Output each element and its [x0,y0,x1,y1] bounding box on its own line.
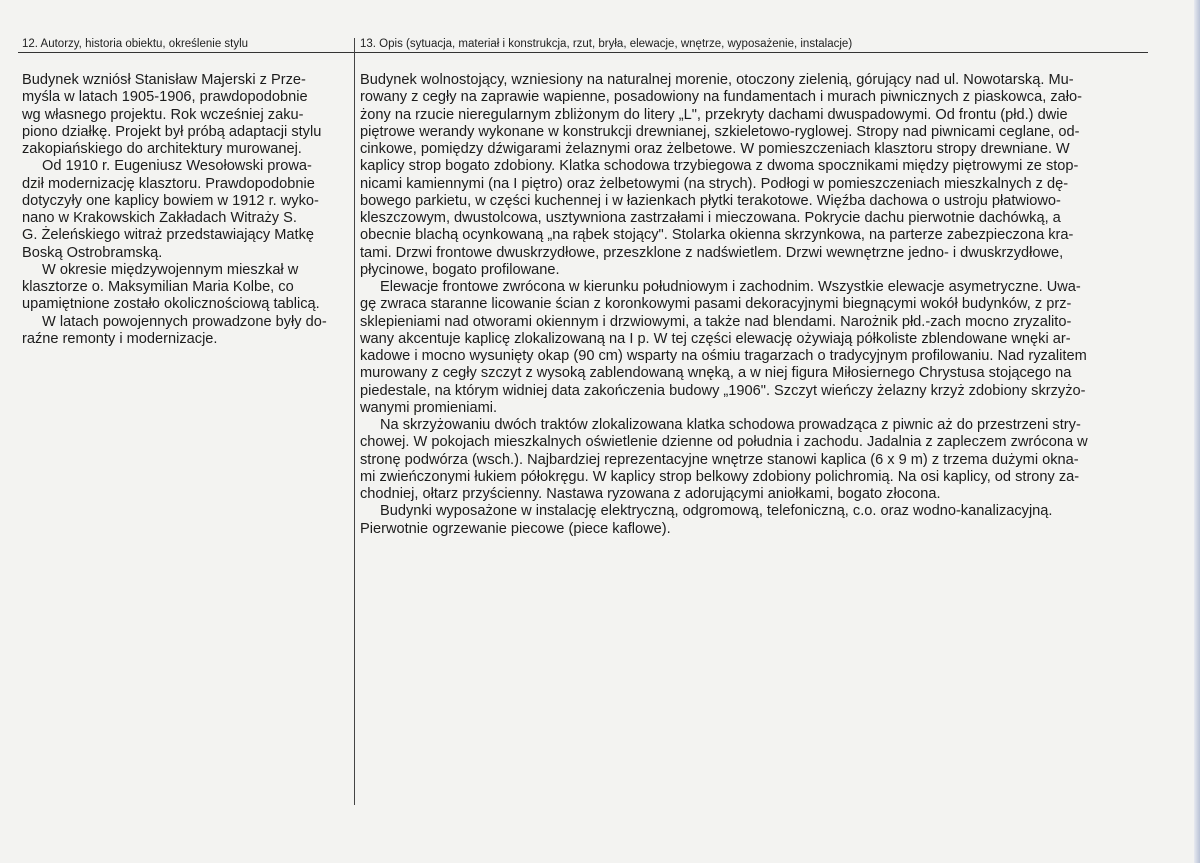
text-line: piedestale, na którym widniej data zakończenia budowy „1906". Szczyt wieńczy żelazny krzyż zdobiony skrzyżo- [360,382,1086,399]
text-line: dotyczyły one kaplicy bowiem w 1912 r. wyko- [22,192,319,209]
text-line: piętrowe werandy wykonane w konstrukcji drewnianej, szkieletowo-ryglowej. Stropy nad piwnicami ceglane, od- [360,123,1080,140]
text-line: G. Żeleńskiego witraż przedstawiający Matkę [22,227,314,244]
text-line: kadowe i mocno wysunięty okap (90 cm) wsparty na ośmiu tragarzach o tradycyjnym profilowaniu. Nad ryzalitem [360,348,1087,364]
text-line: Budynek wzniósł Stanisław Majerski z Prze- [22,72,306,88]
text-line: piono działkę. Projekt był próbą adaptacji stylu [22,123,322,140]
text-line: zakopiańskiego do architektury murowanej. [22,141,302,157]
text-line: nicami kamiennymi (na I piętro) oraz żelbetowymi (na strych). Podłogi w pomieszczeniach mieszkalnych z dę- [360,175,1069,192]
text-line: raźne remonty i modernizacje. [22,330,218,347]
text-line: gę zwraca staranne licowanie ścian z koronkowymi pasami dekoracyjnymi biegnącymi wokół budynków, z prz- [360,296,1072,313]
text-line: kaplicy strop bogato zdobiony. Klatka schodowa trzybiegowa z dwoma spocznikami między piętrowymi ze stop- [360,158,1079,175]
text-line: klasztorze o. Maksymilian Maria Kolbe, co [22,279,294,295]
text-line: chodniej, ołtarz przyścienny. Nastawa ryzowana z adorującymi aniołkami, bogato złocona. [360,486,941,502]
text-line: wg własnego projektu. Rok wcześniej zaku- [22,106,304,123]
text-line: kleszczowym, dwustolcowa, usztywniona zastrzałami i mieczowana. Pokrycie dachu pierwotnie dachówką, a [360,210,1061,226]
header-rule [18,52,1148,53]
text-line: bowego parkietu, w części kuchennej i w łazienkach płytki terakotowe. Więźba dachowa o ustroju płatwiowo- [360,192,1061,209]
text-line: Od 1910 r. Eugeniusz Wesołowski prowa- [42,158,312,175]
text-line: mi zwieńczonymi łukiem półokręgu. W kaplicy strop belkowy zdobiony polichromią. Na osi kaplicy, od strony za- [360,468,1080,485]
text-line: chowej. W pokojach mieszkalnych oświetlenie dzienne od południa i zachodu. Jadalnia z zapleczem zwrócona w [360,434,1088,451]
text-line: upamiętnione zostało okolicznościową tablicą. [22,296,320,313]
text-line: Budynek wolnostojący, wzniesiony na naturalnej morenie, otoczony zielenią, górujący nad ul. Nowotarską. Mu- [360,72,1074,88]
text-line: Elewacje frontowe zwrócona w kierunku południowym i zachodnim. Wszystkie elewacje asymetryczne. Uwa- [380,279,1081,295]
history-text [22,72,327,348]
text-line: cinkowe, pomiędzy dźwigarami żelaznymi oraz żelbetowe. W pomieszczeniach klasztoru stropy drewniane. W [360,141,1070,157]
text-line: sklepieniami nad otworami okiennym i drzwiowymi, a także nad blendami. Narożnik płd.-zach mocno zryzalito- [360,313,1072,330]
text-line: żony na rzucie nieregularnym zbliżonym do litery „L", przekryty dachami dwuspadowymi. Od frontu (płd.) dwie [360,106,1068,123]
text-line: tami. Drzwi frontowe dwuskrzydłowe, przeszklone z nadświetlem. Drzwi wewnętrzne jedno- i dwuskrzydłowe, [360,244,1064,261]
text-line: Na skrzyżowaniu dwóch traktów zlokalizowana klatka schodowa prowadząca z piwnic aż do przestrzeni stry- [380,417,1081,433]
text-line: płycinowe, bogato profilowane. [360,261,560,278]
text-line: Pierwotnie ogrzewanie piecowe (piece kaflowe). [360,520,671,537]
text-line: W latach powojennych prowadzone były do- [42,313,327,330]
text-line: stronę podwórza (wsch.). Najbardziej reprezentacyjne wnętrze stanowi kaplica (6 x 9 m) z trzema dużymi okna- [360,451,1079,468]
description-text [360,72,1088,538]
text-line: murowany z cegły szczyt z wysoką zablendowaną wnęką, a w niej figura Miłosiernego Chrystusa stojącego na [360,365,1072,382]
text-line: wany akcentuje kaplicę zlokalizowaną na I p. W tej części elewację ożywiają półkoliste zblendowane wnęki ar- [360,330,1071,347]
right-section-header: 13. Opis (sytuacja, materiał i konstrukcja, rzut, bryła, elewacje, wnętrze, wyposażenie, instalacje) [360,38,853,50]
column-divider [354,38,355,805]
text-line: rowany z cegły na zaprawie wapienne, posadowiony na fundamentach i murach piwnicznych z piaskowca, zało- [360,89,1082,106]
text-line: W okresie międzywojennym mieszkał w [42,261,299,278]
text-line: dził modernizację klasztoru. Prawdopodobnie [22,175,315,192]
text-line: Boską Ostrobramską. [22,244,163,261]
left-section-header: 12. Autorzy, historia obiektu, określenie stylu [22,38,249,50]
scan-edge [1194,0,1200,863]
text-line: myśla w latach 1905-1906, prawdopodobnie [22,89,308,106]
text-line: obecnie blachą ocynkowaną „na rąbek stojący". Stolarka okienna skrzynkowa, na parterze zabezpieczona kra- [360,227,1074,244]
text-line: Budynki wyposażone w instalację elektryczną, odgromową, telefoniczną, c.o. oraz wodno-kanalizacyjną. [380,503,1053,520]
text-line: nano w Krakowskich Zakładach Witraży S. [22,210,297,226]
text-line: wanymi promieniami. [360,399,498,416]
